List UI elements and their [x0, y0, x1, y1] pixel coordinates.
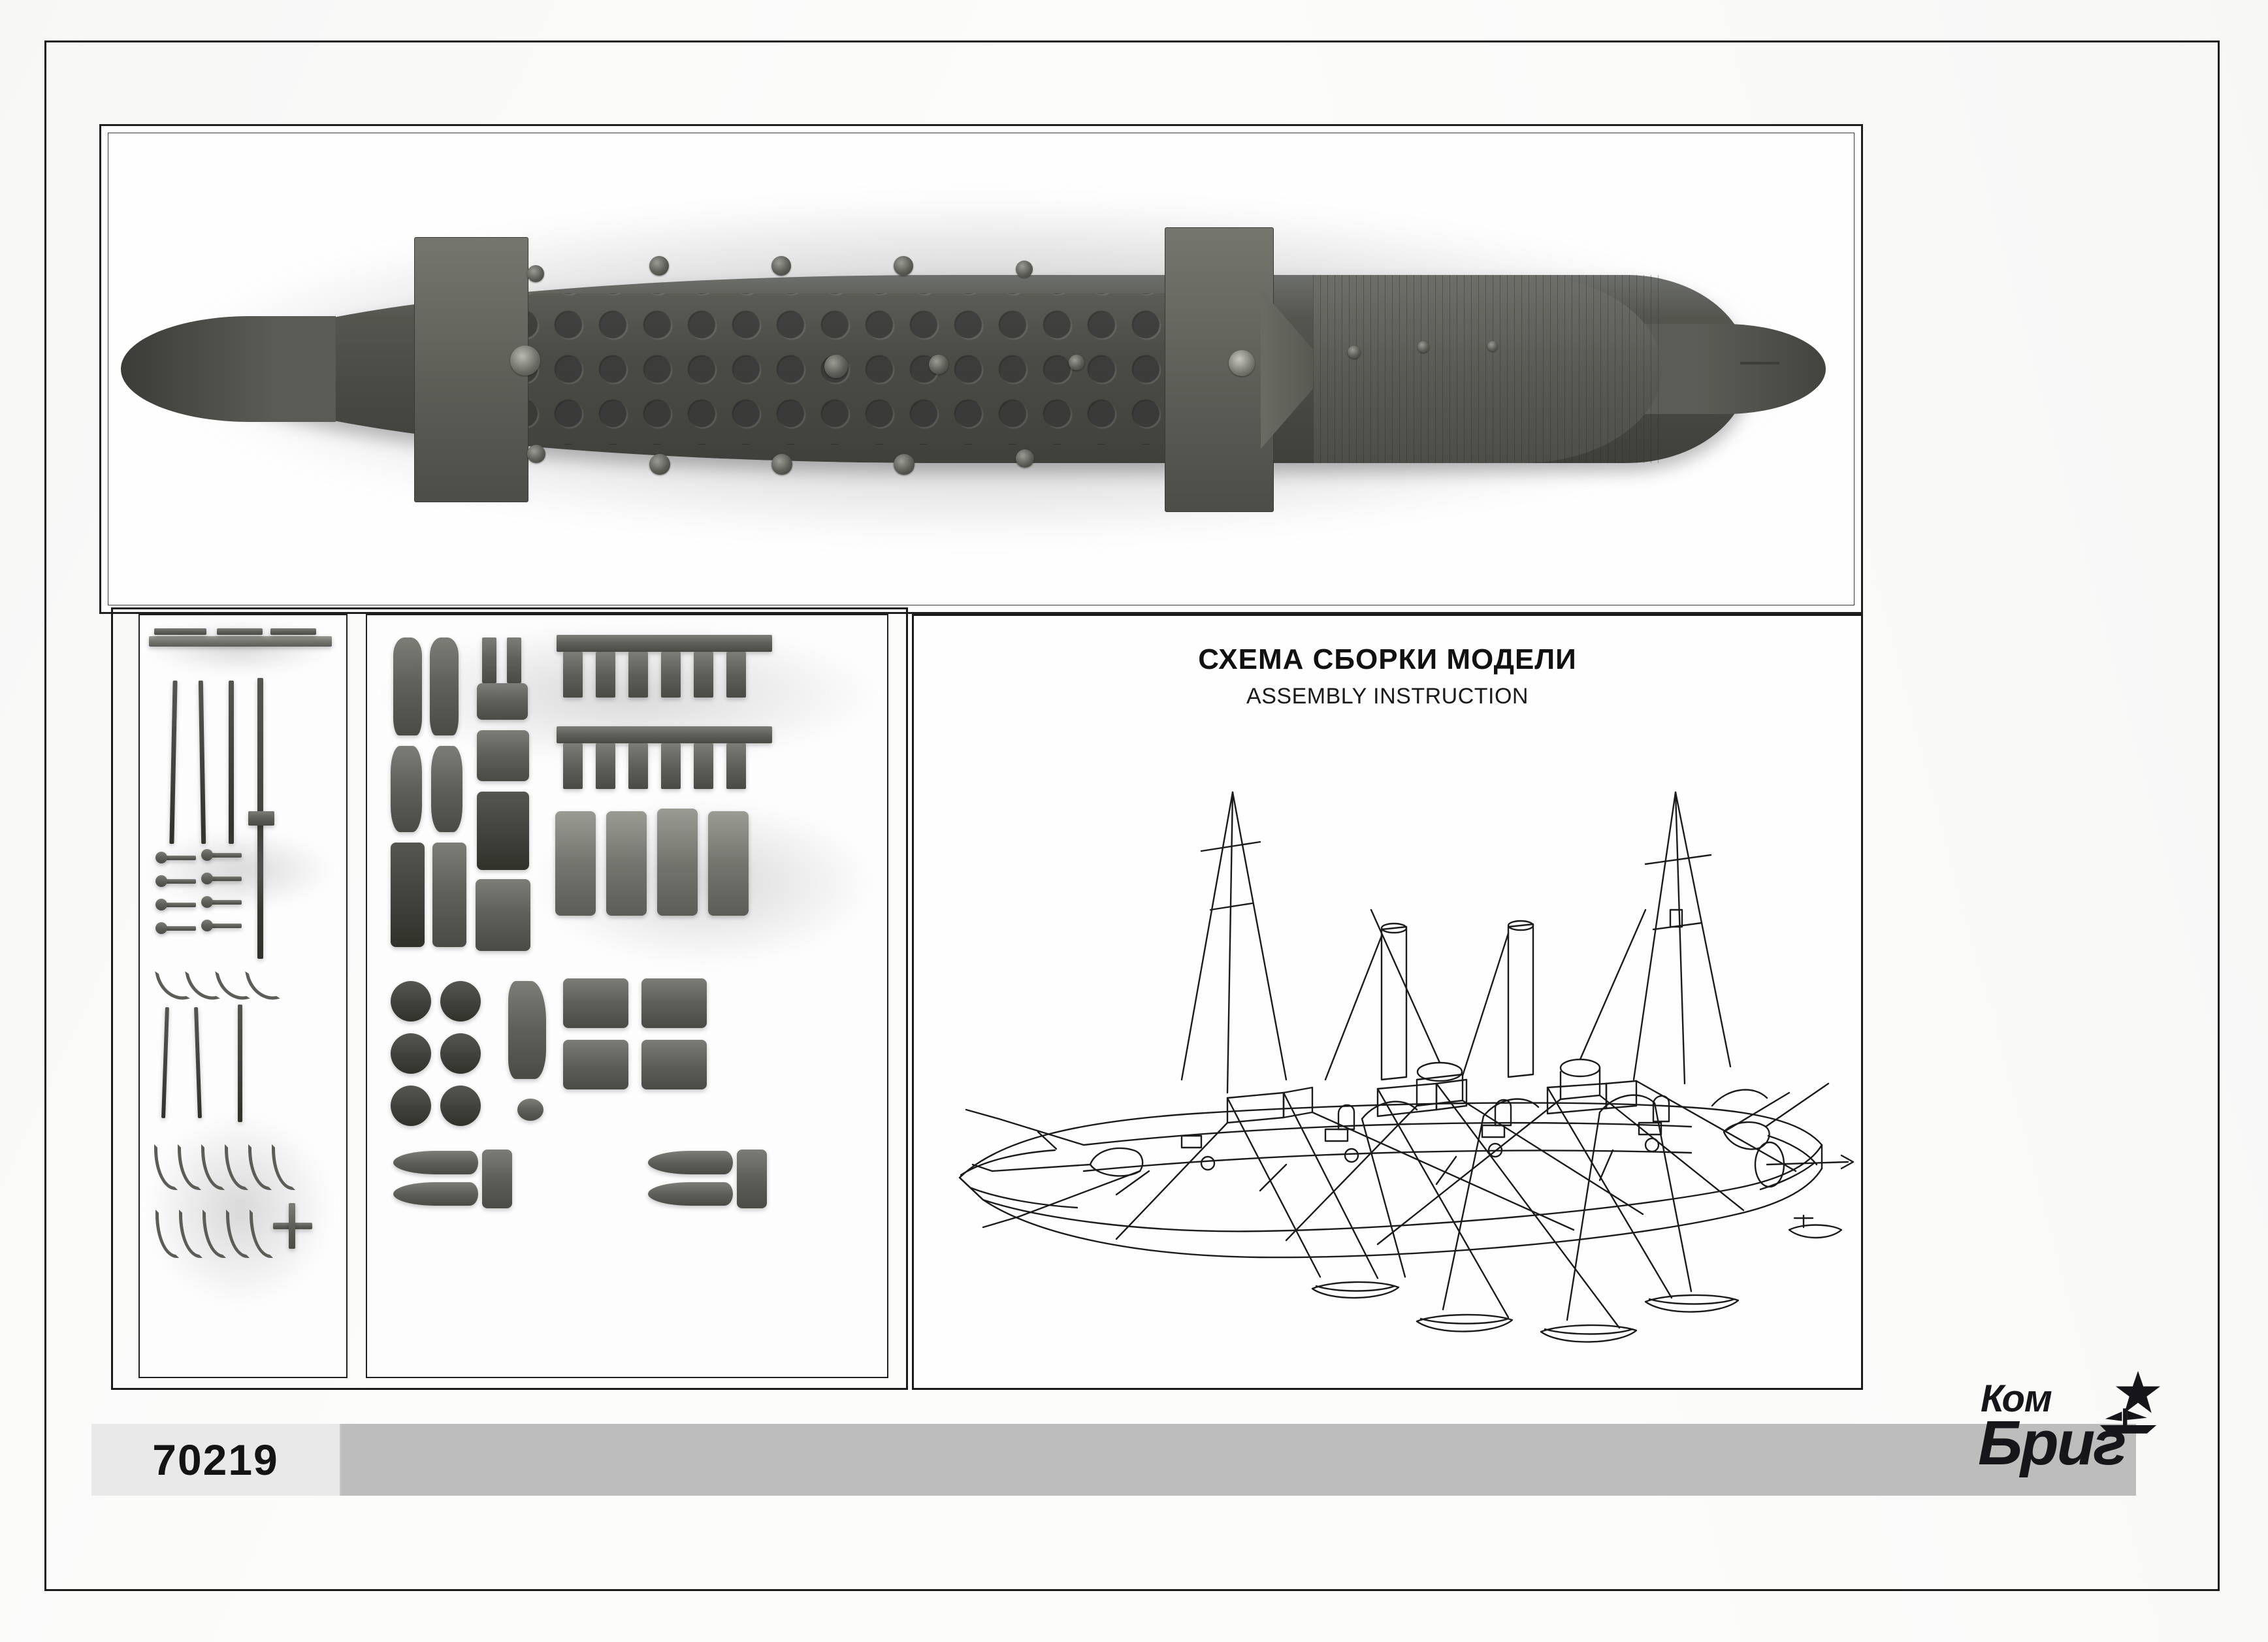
assembly-title-ru: СХЕМА СБОРКИ МОДЕЛИ: [1198, 643, 1577, 675]
hull-strake-part: [393, 637, 422, 735]
funnel-part: [708, 811, 749, 916]
mast-base-part: [507, 637, 521, 683]
railing-sprue: [149, 636, 332, 647]
brand-name-line2: Бриг: [1978, 1408, 2125, 1478]
mast-fitting: [248, 811, 274, 826]
forward-turret: [510, 346, 540, 376]
parts-photograph-small-parts: [138, 614, 348, 1378]
brand-logo: [1975, 1365, 2171, 1509]
gun-barrel-part: [726, 652, 746, 698]
gun-barrel-part: [726, 743, 746, 789]
deck-fitting: [1016, 449, 1034, 468]
ships-boat-part: [648, 1151, 733, 1174]
gun-barrel-part: [596, 652, 615, 698]
mast-part: [199, 681, 206, 844]
gun-barrel-part: [628, 743, 648, 789]
deckhouse-part: [477, 730, 529, 781]
hull-strake-part: [430, 637, 459, 735]
deckhouse-part: [477, 792, 529, 870]
deck-fitting: [1069, 355, 1084, 370]
footer-bar: [91, 1424, 2136, 1496]
hull-plate-part: [391, 843, 425, 947]
ships-boat-part: [393, 1182, 478, 1206]
brand-name-line1: Ком: [1981, 1377, 2052, 1420]
gun-barrel-part: [563, 743, 583, 789]
mast-part: [229, 681, 234, 844]
small-part-head: [155, 852, 167, 863]
deck-plan-panel-inner: [108, 133, 1855, 605]
gun-barrel-part: [563, 652, 583, 698]
gun-barrel-part: [694, 652, 713, 698]
gun-sprue-rail: [557, 726, 772, 743]
stern-flagstaff: [1740, 362, 1779, 364]
deck-fitting: [824, 355, 848, 378]
deck-block-part: [563, 1040, 628, 1089]
small-part-head: [155, 899, 167, 910]
gun-barrel-part: [694, 743, 713, 789]
mast-part: [169, 681, 177, 844]
ships-boat-part: [648, 1182, 733, 1206]
mast-base-part: [482, 637, 496, 683]
small-part-head: [155, 875, 167, 887]
assembly-diagram: [920, 714, 1855, 1380]
deck-plan-panel: [99, 124, 1863, 614]
boom-part: [194, 1007, 202, 1118]
kit-number: 70219: [152, 1436, 279, 1484]
deck-fitting: [929, 355, 948, 374]
deck-block-part: [641, 978, 707, 1028]
kit-number-box: [91, 1424, 341, 1496]
turret-base-part: [440, 1033, 481, 1074]
forward-superstructure: [414, 237, 529, 502]
railing-part: [154, 628, 206, 635]
gun-barrel-part: [596, 743, 615, 789]
deck-fitting: [1418, 341, 1429, 353]
small-part-head: [201, 896, 213, 908]
stern-deck: [1313, 275, 1662, 464]
turret-base-part: [391, 1086, 431, 1126]
hull-strake-part: [431, 746, 462, 832]
deck-fitting: [771, 256, 791, 276]
turret-base-part: [391, 1033, 431, 1074]
small-part-head: [155, 922, 167, 934]
aft-superstructure: [1165, 227, 1274, 511]
turret-base-part: [391, 981, 431, 1022]
small-round-part: [517, 1099, 543, 1121]
deck-fitting: [894, 256, 913, 276]
photo-smudge: [145, 831, 334, 909]
boat-cradle-part: [737, 1150, 767, 1208]
railing-part: [270, 628, 316, 635]
funnel-part: [657, 809, 698, 916]
deck-block-part: [563, 978, 628, 1028]
deck-fitting: [1348, 346, 1361, 359]
assembly-title-en: ASSEMBLY INSTRUCTION: [1246, 684, 1529, 709]
deck-block-part: [641, 1040, 707, 1089]
deck-fitting: [527, 445, 545, 463]
small-part-head: [201, 849, 213, 861]
funnel-part: [606, 811, 647, 916]
hull-strake-part: [391, 746, 422, 832]
turret-base-part: [440, 1086, 481, 1126]
davit-part: [245, 965, 280, 1005]
gun-barrel-part: [661, 652, 681, 698]
ships-boat-part: [393, 1151, 478, 1174]
deckhouse-part: [476, 879, 530, 951]
boat-cradle-part: [482, 1150, 512, 1208]
deck-fitting: [649, 256, 669, 276]
deck-fitting-pattern: [457, 293, 1242, 444]
boom-part: [238, 1005, 242, 1122]
deck-fitting: [1487, 341, 1498, 351]
gun-barrel-part: [661, 743, 681, 789]
bridge-part: [508, 981, 546, 1079]
boom-part: [161, 1007, 169, 1118]
parts-photograph-main-parts: [366, 614, 888, 1378]
anchor-part: [289, 1203, 295, 1249]
small-part-head: [201, 920, 213, 931]
funnel-part: [555, 811, 596, 916]
railing-part: [217, 628, 263, 635]
midship-deck: [457, 293, 1242, 444]
hull-plate-part: [432, 843, 466, 947]
gun-sprue-rail: [557, 635, 772, 652]
assembly-exploded-line-drawing-panel: [912, 614, 1863, 1390]
platform-part: [477, 683, 528, 720]
turret-base-part: [440, 981, 481, 1022]
gun-barrel-part: [628, 652, 648, 698]
stern-planking-lines: [1313, 275, 1662, 464]
small-part-head: [201, 873, 213, 884]
deck-plan-photograph: [108, 133, 1854, 605]
